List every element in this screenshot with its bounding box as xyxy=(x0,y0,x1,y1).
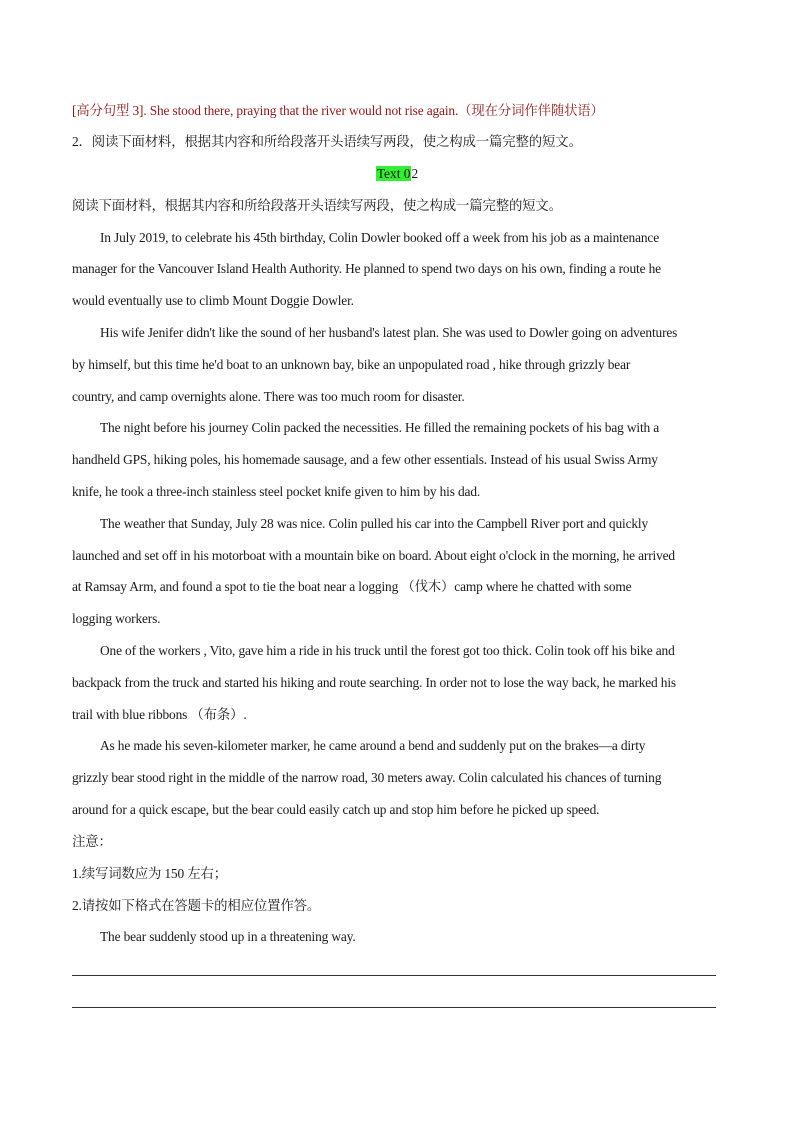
passage-line: at Ramsay Arm, and found a spot to tie the boat near a logging （伐木）camp where he chatted with some xyxy=(72,579,632,594)
text-label-suffix: 2 xyxy=(411,166,419,181)
high-score-sentence-tip: [高分句型 3]. She stood there, praying that the river would not rise again.（现在分词作伴随状语） xyxy=(72,103,604,118)
text-label-highlight: Text 0 xyxy=(376,166,411,181)
passage-line: One of the workers , Vito, gave him a ride in his truck until the forest got too thick. Colin took off his bike and xyxy=(100,643,675,658)
passage-line: launched and set off in his motorboat with a mountain bike on board. About eight o'clock in the morning, he arrived xyxy=(72,548,675,563)
passage-line: As he made his seven-kilometer marker, he came around a bend and suddenly put on the brakes—a dirty xyxy=(100,738,646,753)
passage-line: The weather that Sunday, July 28 was nice. Colin pulled his car into the Campbell River port and quickly xyxy=(100,516,649,531)
question-instruction: 2．阅读下面材料，根据其内容和所给段落开头语续写两段，使之构成一篇完整的短文。 xyxy=(72,134,582,149)
notes-title: 注意： xyxy=(72,834,112,849)
answer-line xyxy=(72,975,716,976)
passage-line: logging workers. xyxy=(72,611,161,626)
answer-line xyxy=(72,1007,716,1008)
passage-line: knife, he took a three-inch stainless steel pocket knife given to him by his dad. xyxy=(72,484,481,499)
continuation-start-sentence: The bear suddenly stood up in a threatening way. xyxy=(100,929,356,944)
note-item: 2.请按如下格式在答题卡的相应位置作答。 xyxy=(72,898,321,913)
passage-line: grizzly bear stood right in the middle of the narrow road, 30 meters away. Colin calculated his chances of turning xyxy=(72,770,662,785)
reading-instruction: 阅读下面材料，根据其内容和所给段落开头语续写两段，使之构成一篇完整的短文。 xyxy=(72,198,562,213)
text-label xyxy=(0,165,794,183)
passage-line: would eventually use to climb Mount Doggie Dowler. xyxy=(72,293,354,308)
note-item: 1.续写词数应为 150 左右； xyxy=(72,866,227,881)
passage-line: In July 2019, to celebrate his 45th birthday, Colin Dowler booked off a week from his job as a maintenance xyxy=(100,230,660,245)
passage-line: manager for the Vancouver Island Health Authority. He planned to spend two days on his own, finding a route he xyxy=(72,261,661,276)
passage-line: backpack from the truck and started his hiking and route searching. In order not to lose the way back, he marked his xyxy=(72,675,676,690)
passage-line: around for a quick escape, but the bear could easily catch up and stop him before he picked up speed. xyxy=(72,802,600,817)
passage-line: handheld GPS, hiking poles, his homemade sausage, and a few other essentials. Instead of his usual Swiss Army xyxy=(72,452,658,467)
passage-line: The night before his journey Colin packed the necessities. He filled the remaining pockets of his bag with a xyxy=(100,420,660,435)
passage-line: country, and camp overnights alone. There was too much room for disaster. xyxy=(72,389,465,404)
passage-line: by himself, but this time he'd boat to an unknown bay, bike an unpopulated road , hike through grizzly bear xyxy=(72,357,631,372)
passage-line: His wife Jenifer didn't like the sound of her husband's latest plan. She was used to Dowler going on adventures xyxy=(100,325,678,340)
passage-line: trail with blue ribbons （布条）. xyxy=(72,707,247,722)
